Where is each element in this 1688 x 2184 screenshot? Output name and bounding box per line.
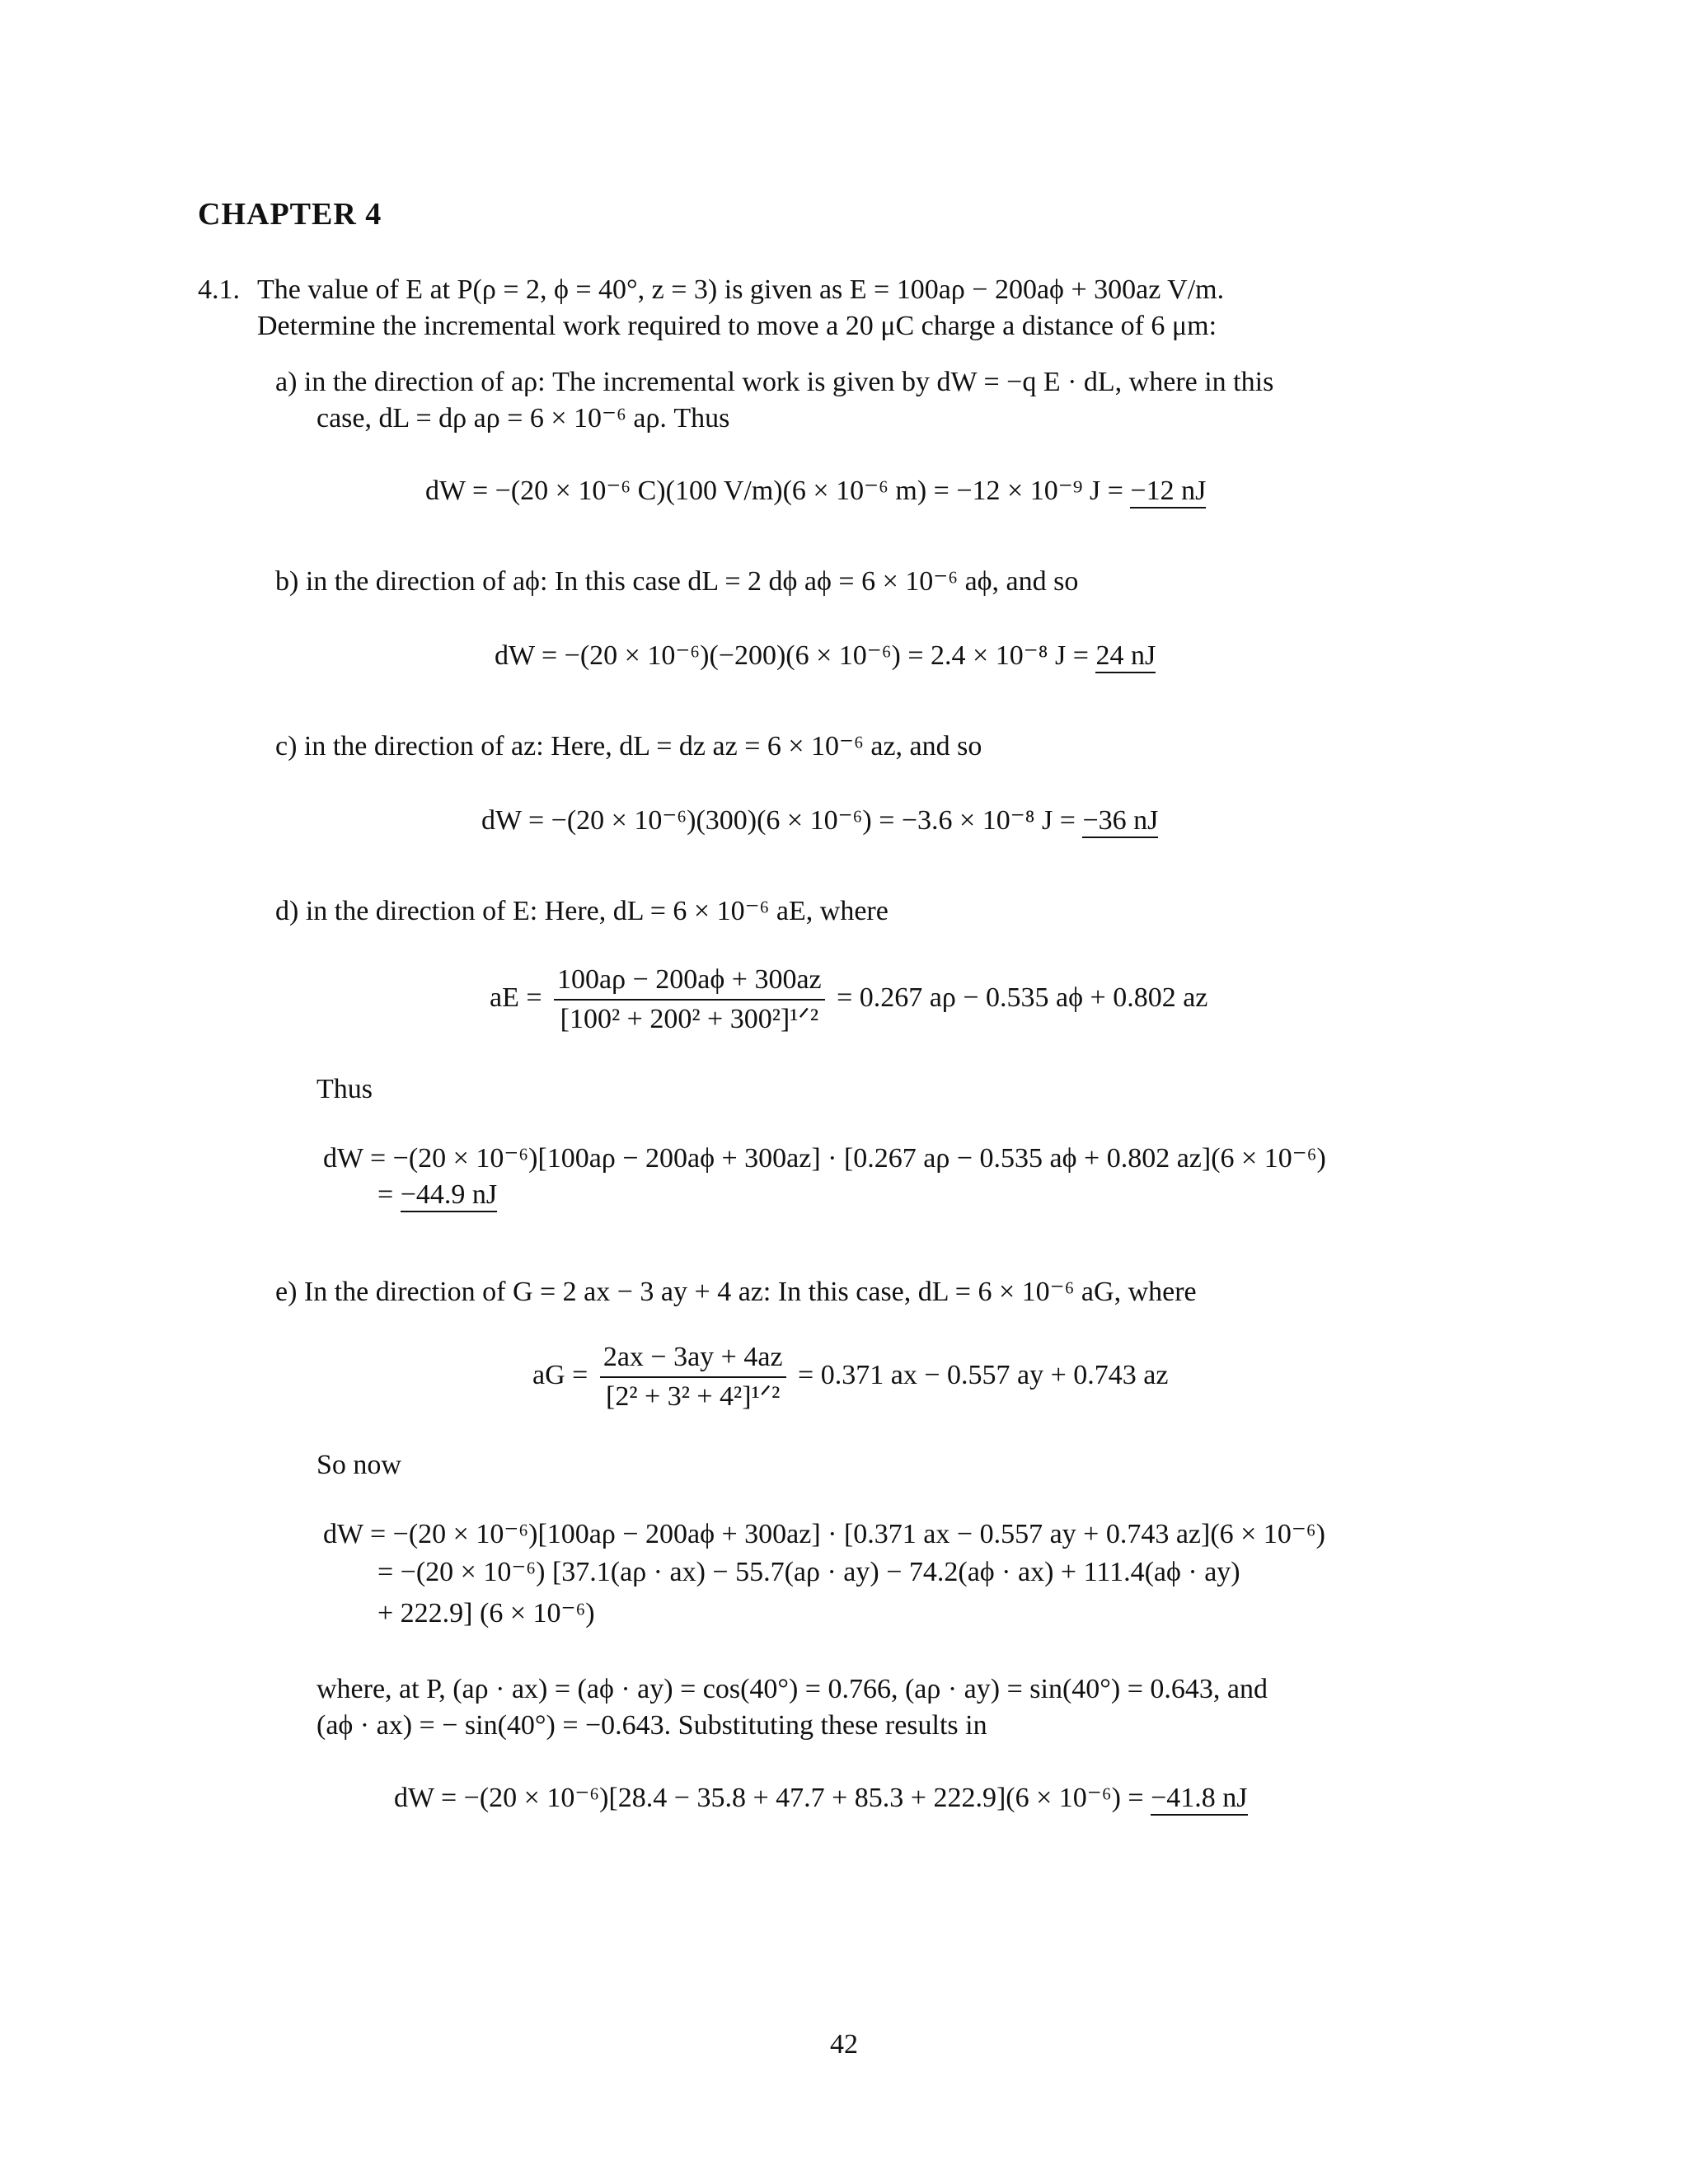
part-d-equation-line2 [377,1177,497,1213]
part-c-line1: c) in the direction of az: Here, dL = dz az = 6 × 10⁻⁶ az, and so [275,731,982,762]
part-d-thus: Thus [316,1074,373,1104]
chapter-heading: CHAPTER 4 [198,197,382,232]
part-e-aG-denominator: [2² + 3² + 4²]¹ᐟ² [606,1381,781,1412]
part-e-equation-line2: = −(20 × 10⁻⁶) [37.1(aρ · ax) − 55.7(aρ · ay) − 74.2(aϕ · ax) + 111.4(aϕ · ay) [377,1557,1240,1587]
part-d-unit-vector-equation [490,963,1207,1037]
part-b-equation [495,638,1156,674]
part-e-so-now: So now [316,1450,401,1480]
part-d-equation-line1: dW = −(20 × 10⁻⁶)[100aρ − 200aϕ + 300az] · [0.267 aρ − 0.535 aϕ + 0.802 az](6 × 10⁻⁶) [323,1143,1326,1174]
page-number: 42 [830,2029,858,2060]
part-d-aE-denominator: [100² + 200² + 300²]¹ᐟ² [560,1004,819,1034]
part-d-aE-lhs: aE = [490,982,542,1013]
part-a-line1: a) in the direction of aρ: The incremental work is given by dW = −q E · dL, where in this [275,367,1274,397]
part-d-eq2-prefix: = [377,1179,401,1210]
part-c-equation [481,803,1158,839]
part-d-aE-fraction [554,963,825,1037]
part-e-final-equation [394,1780,1248,1816]
part-c-equation-body: dW = −(20 × 10⁻⁶)(300)(6 × 10⁻⁶) = −3.6 × 10⁻⁸ J = [481,805,1083,836]
part-d-aE-numerator: 100aρ − 200aϕ + 300az [554,963,825,1001]
part-e-aG-lhs: aG = [532,1359,588,1390]
part-e-unit-vector-equation [532,1340,1168,1414]
part-e-final-equation-body: dW = −(20 × 10⁻⁶)[28.4 − 35.8 + 47.7 + 85.3 + 222.9](6 × 10⁻⁶) = [394,1783,1151,1813]
part-d-line1: d) in the direction of E: Here, dL = 6 × 10⁻⁶ aE, where [275,896,889,926]
part-e-where-line1: where, at P, (aρ · ax) = (aϕ · ay) = cos(40°) = 0.766, (aρ · ay) = sin(40°) = 0.643, and [316,1674,1268,1704]
part-a-result: −12 nJ [1130,476,1206,509]
part-e-aG-rhs: = 0.371 ax − 0.557 ay + 0.743 az [798,1359,1169,1390]
part-d-result: −44.9 nJ [401,1179,497,1212]
part-e-where-line2: (aϕ · ax) = − sin(40°) = −0.643. Substituting these results in [316,1710,987,1741]
part-b-equation-body: dW = −(20 × 10⁻⁶)(−200)(6 × 10⁻⁶) = 2.4 × 10⁻⁸ J = [495,640,1096,671]
problem-number: 4.1. [198,274,240,305]
part-e-line1: e) In the direction of G = 2 ax − 3 ay + 4 az: In this case, dL = 6 × 10⁻⁶ aG, where [275,1277,1197,1307]
problem-statement-line1: The value of E at P(ρ = 2, ϕ = 40°, z = 3) is given as E = 100aρ − 200aϕ + 300az V/m. [257,274,1225,305]
part-b-result: 24 nJ [1095,640,1156,673]
part-a-line2: case, dL = dρ aρ = 6 × 10⁻⁶ aρ. Thus [316,403,730,434]
part-a-equation-body: dW = −(20 × 10⁻⁶ C)(100 V/m)(6 × 10⁻⁶ m) = −12 × 10⁻⁹ J = [425,476,1131,506]
part-c-result: −36 nJ [1082,805,1158,838]
part-e-equation-line1: dW = −(20 × 10⁻⁶)[100aρ − 200aϕ + 300az] · [0.371 ax − 0.557 ay + 0.743 az](6 × 10⁻⁶) [323,1519,1325,1549]
part-b-line1: b) in the direction of aϕ: In this case dL = 2 dϕ aϕ = 6 × 10⁻⁶ aϕ, and so [275,566,1079,597]
problem-statement-line2: Determine the incremental work required to move a 20 μC charge a distance of 6 μm: [257,311,1217,341]
part-e-aG-fraction [600,1340,786,1414]
part-d-aE-rhs: = 0.267 aρ − 0.535 aϕ + 0.802 az [837,982,1208,1013]
part-e-equation-line3: + 222.9] (6 × 10⁻⁶) [377,1598,595,1629]
part-e-result: −41.8 nJ [1151,1783,1247,1816]
part-e-aG-numerator: 2ax − 3ay + 4az [600,1340,786,1378]
part-a-equation [425,473,1206,509]
